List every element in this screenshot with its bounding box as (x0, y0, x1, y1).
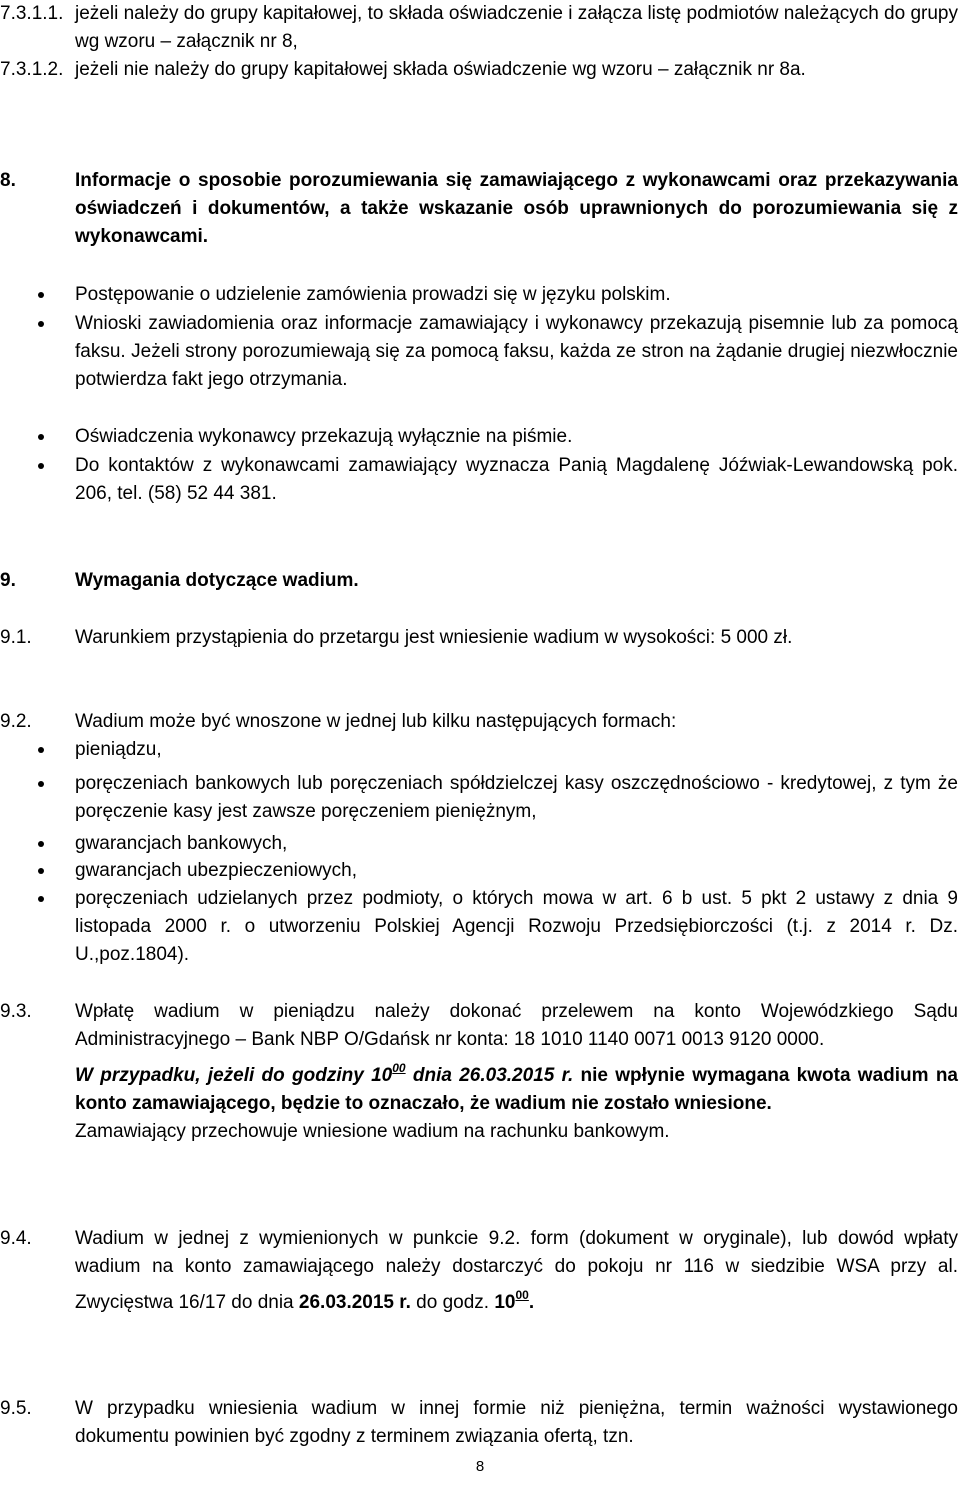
hour-superscript: 00 (515, 1288, 529, 1302)
item-number: 9.1. (0, 627, 32, 648)
bullet-icon (38, 781, 44, 787)
item-number: 7.3.1.1. (0, 3, 64, 24)
item-paragraph: Wpłatę wadium w pieniądzu należy dokonać przelewem na konto Wojewódzkiego Sądu Administracyjnego – Bank NBP O/Gdańsk nr konta: 18 1010 1140 0071 0013 9120 0000. (75, 1001, 958, 1050)
section-number: 9. (0, 570, 16, 591)
item-text: Warunkiem przystąpienia do przetargu jest wniesienie wadium w wysokości: 5 000 zł. (75, 627, 793, 648)
deadline-date: 26.03.2015 r. (298, 1292, 411, 1313)
bullet-icon (38, 747, 44, 753)
list-item-text: poręczeniach bankowych lub poręczeniach spółdzielczej kasy oszczędnościowo - kredytowej, z tym że poręczenie kasy jest zawsze poręczeniem pieniężnym, (75, 773, 958, 822)
list-item-text: Oświadczenia wykonawcy przekazują wyłącznie na piśmie. (75, 426, 573, 447)
bullet-icon (38, 868, 44, 874)
item-text: Wadium może być wnoszone w jednej lub kilku następujących formach: (75, 711, 677, 732)
bullet-icon (38, 321, 44, 327)
bullet-icon (38, 896, 44, 902)
list-item-text: gwarancjach bankowych, (75, 833, 288, 854)
item-text (75, 998, 958, 1146)
deadline-consequence: nie wpłynie wymagana kwota wadium na konto zamawiającego, będzie to oznaczało, że wadium nie zostało wniesione. (75, 1065, 958, 1114)
section-title: Wymagania dotyczące wadium. (75, 570, 359, 591)
item-paragraph: Zamawiający przechowuje wniesione wadium na rachunku bankowym. (75, 1121, 670, 1142)
list-item-text: Do kontaktów z wykonawcami zamawiający wyznacza Panią Magdalenę Jóźwiak-Lewandowską pok. 206, tel. (58) 52 44 381. (75, 455, 958, 504)
bullet-icon (38, 434, 44, 440)
item-text: W przypadku wniesienia wadium w innej formie niż pieniężna, termin ważności wystawionego dokumentu powinien być zgodny z terminem związania ofertą, tzn. (75, 1398, 958, 1447)
item-number: 9.5. (0, 1398, 32, 1419)
list-item-text: gwarancjach ubezpieczeniowych, (75, 860, 357, 881)
list-item-text: poręczeniach udzielanych przez podmioty, o których mowa w art. 6 b ust. 5 pkt 2 ustawy z dnia 9 listopada 2000 r. o utworzeniu Polskiej Agencji Rozwoju Przedsiębiorczości (t.j. z 2014 r. Dz. U.,poz.1804). (75, 888, 958, 965)
list-item-text: pieniądzu, (75, 739, 162, 760)
bullet-icon (38, 292, 44, 298)
hour-superscript: 00 (392, 1061, 406, 1075)
item-text: jeżeli nie należy do grupy kapitałowej składa oświadczenie wg wzoru – załącznik nr 8a. (75, 59, 806, 80)
item-text: Wadium w jednej z wymienionych w punkcie 9.2. form (dokument w oryginale), lub dowód wpłaty wadium na konto zamawiającego należy dostarczyć do pokoju nr 116 w siedzibie WSA przy al. Zwycięstwa 16/17 do dnia 26.03.2015 r. do godz. $10^{00}$. (75, 1228, 958, 1313)
deadline-sentence: W przypadku, jeżeli do godziny $10^{00}$ dnia 26.03.2015 r. (75, 1061, 574, 1086)
deadline-hour: $10^{00}$. (494, 1288, 535, 1313)
bullet-icon (38, 841, 44, 847)
list-item-text: Wnioski zawiadomienia oraz informacje zamawiający i wykonawcy przekazują pisemnie lub za pomocą faksu. Jeżeli strony porozumiewają się za pomocą faksu, każda ze stron na żądanie drugiej niezwłocznie potwierdza fakt jego otrzymania. (75, 313, 958, 390)
section-title: Informacje o sposobie porozumiewania się zamawiającego z wykonawcami oraz przekazywania oświadczeń i dokumentów, a także wskazanie osób uprawnionych do porozumiewania się z wykonawcami. (75, 170, 958, 247)
page-number: 8 (475, 1458, 485, 1475)
bullet-icon (38, 463, 44, 469)
item-text: jeżeli należy do grupy kapitałowej, to składa oświadczenie i załącza listę podmiotów należących do grupy wg wzoru – załącznik nr 8, (75, 3, 958, 52)
list-item-text: Postępowanie o udzielenie zamówienia prowadzi się w języku polskim. (75, 284, 671, 305)
item-number: 9.4. (0, 1228, 32, 1249)
item-number: 9.2. (0, 711, 32, 732)
item-number: 9.3. (0, 1001, 32, 1022)
section-number: 8. (0, 170, 16, 191)
item-number: 7.3.1.2. (0, 59, 64, 80)
